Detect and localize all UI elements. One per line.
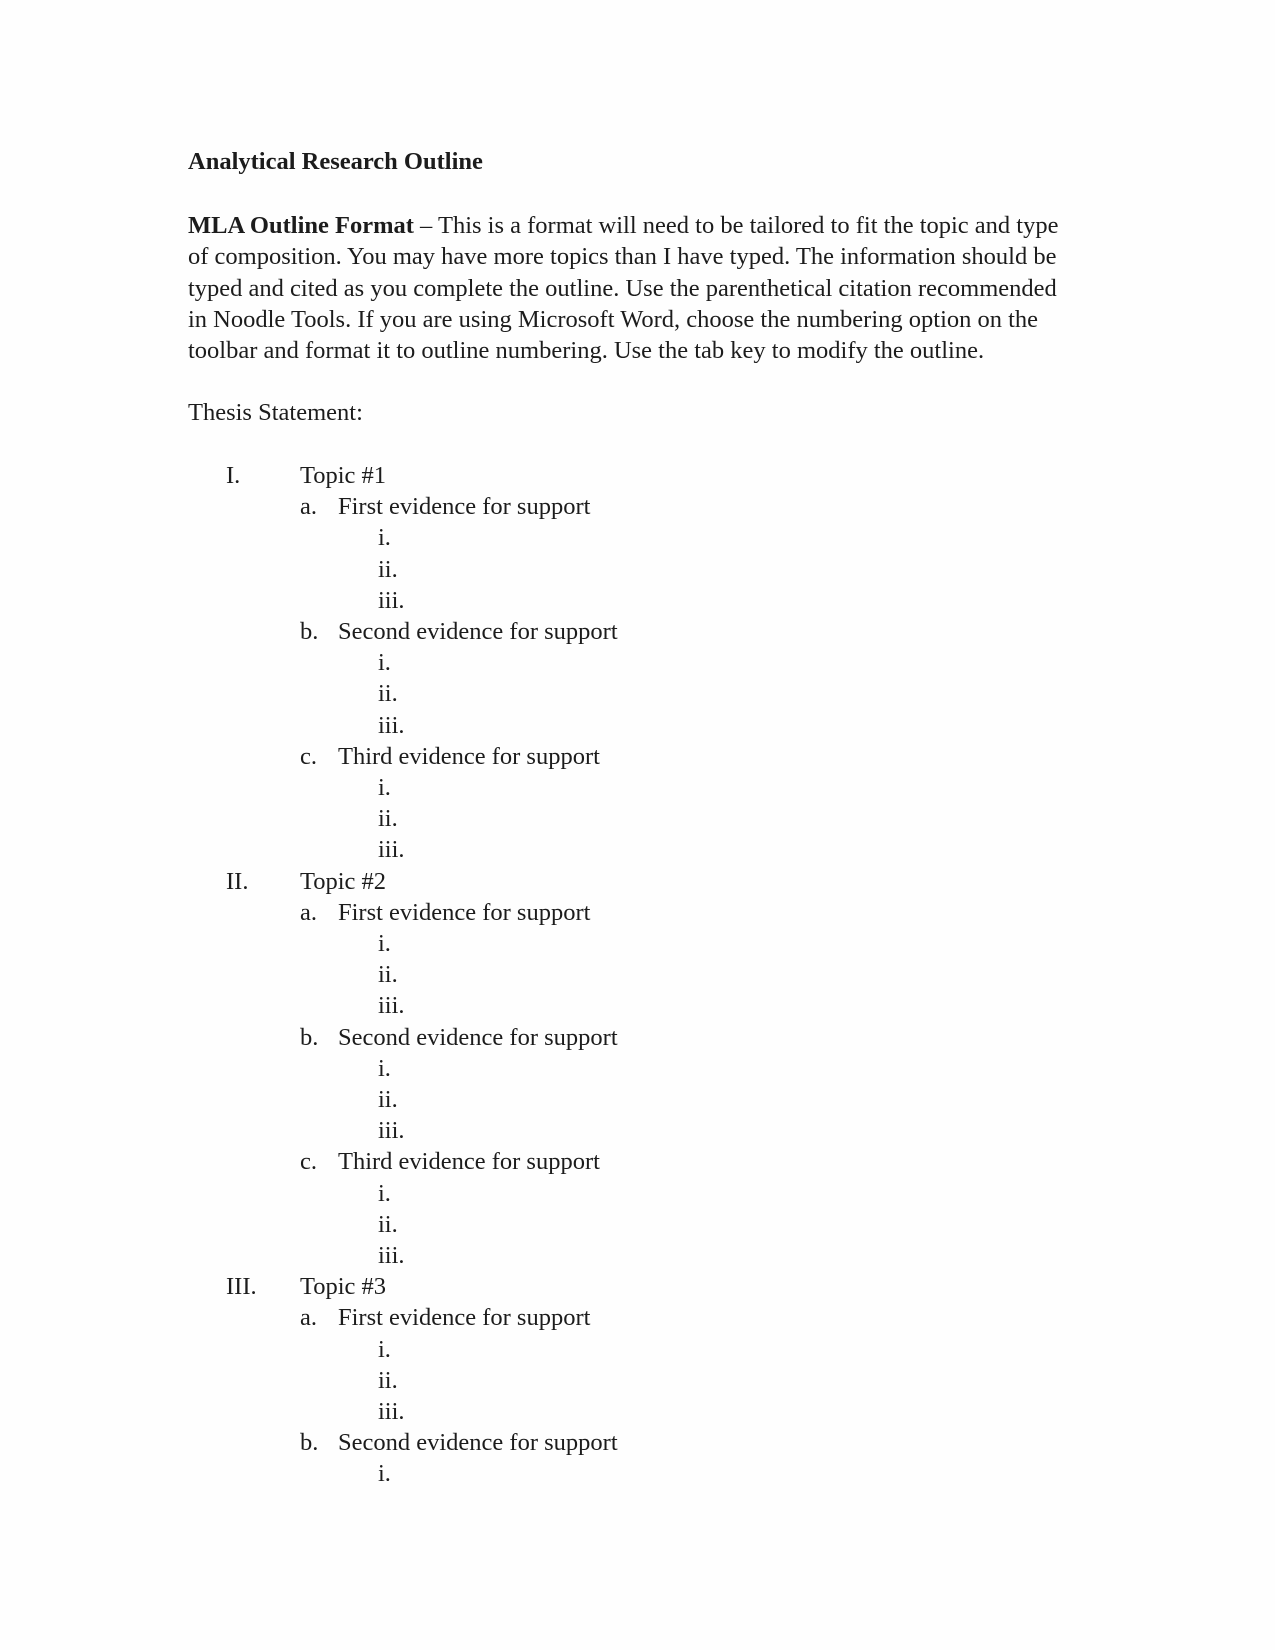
intro-line: typed and cited as you complete the outline. Use the parenthetical citation recommended xyxy=(188,274,1057,302)
subtopic-letter: a. xyxy=(300,898,317,926)
subtopic-letter: c. xyxy=(300,1148,317,1176)
item-numeral: iii. xyxy=(378,1117,405,1145)
subtopic-label: Third evidence for support xyxy=(338,1148,600,1176)
item-numeral: ii. xyxy=(378,961,398,989)
subtopic-label: Third evidence for support xyxy=(338,742,600,770)
item-numeral: ii. xyxy=(378,1366,398,1394)
item-numeral: i. xyxy=(378,1460,391,1488)
item-numeral: iii. xyxy=(378,1398,405,1425)
item-numeral: iii. xyxy=(378,586,405,614)
intro-line: toolbar and format it to outline numbering. Use the tab key to modify the outline. xyxy=(188,337,985,365)
item-numeral: iii. xyxy=(378,992,405,1020)
intro-line-text: – This is a format will need to be tailored to fit the topic and type xyxy=(413,212,1059,239)
topic-label: Topic #3 xyxy=(300,1273,387,1301)
item-numeral: i. xyxy=(378,649,391,677)
item-numeral: ii. xyxy=(378,1210,398,1238)
topic-label: Topic #2 xyxy=(300,867,387,895)
item-numeral: i. xyxy=(378,930,391,957)
subtopic-label: Second evidence for support xyxy=(338,1023,618,1051)
intro-lead: MLA Outline Format xyxy=(188,212,414,239)
item-numeral: ii. xyxy=(378,680,398,708)
item-numeral: ii. xyxy=(378,1086,398,1113)
subtopic-letter: b. xyxy=(300,1023,319,1051)
intro-line: in Noodle Tools. If you are using Microsoft Word, choose the numbering option on the xyxy=(188,305,1039,333)
subtopic-letter: b. xyxy=(300,1429,319,1457)
item-numeral: iii. xyxy=(378,711,405,739)
item-numeral: i. xyxy=(378,1335,391,1363)
thesis-label: Thesis Statement: xyxy=(188,399,363,426)
subtopic-letter: a. xyxy=(300,493,317,521)
subtopic-label: First evidence for support xyxy=(338,493,591,521)
subtopic-letter: c. xyxy=(300,742,317,770)
subtopic-letter: b. xyxy=(300,618,319,645)
item-numeral: ii. xyxy=(378,805,398,833)
subtopic-label: Second evidence for support xyxy=(338,1429,618,1457)
document-title: Analytical Research Outline xyxy=(188,148,483,175)
intro-line: of composition. You may have more topics than I have typed. The information should be xyxy=(188,243,1057,271)
item-numeral: iii. xyxy=(378,836,405,864)
subtopic-label: First evidence for support xyxy=(338,1304,591,1332)
subtopic-letter: a. xyxy=(300,1304,317,1332)
item-numeral: i. xyxy=(378,1179,391,1207)
topic-numeral: I. xyxy=(226,462,241,489)
topic-label: Topic #1 xyxy=(300,462,387,489)
topic-numeral: III. xyxy=(226,1273,257,1301)
topic-numeral: II. xyxy=(226,867,249,895)
item-numeral: ii. xyxy=(378,555,398,583)
item-numeral: i. xyxy=(378,1054,391,1082)
item-numeral: i. xyxy=(378,524,391,552)
item-numeral: i. xyxy=(378,774,391,801)
item-numeral: iii. xyxy=(378,1242,405,1269)
subtopic-label: Second evidence for support xyxy=(338,618,618,645)
subtopic-label: First evidence for support xyxy=(338,898,591,926)
